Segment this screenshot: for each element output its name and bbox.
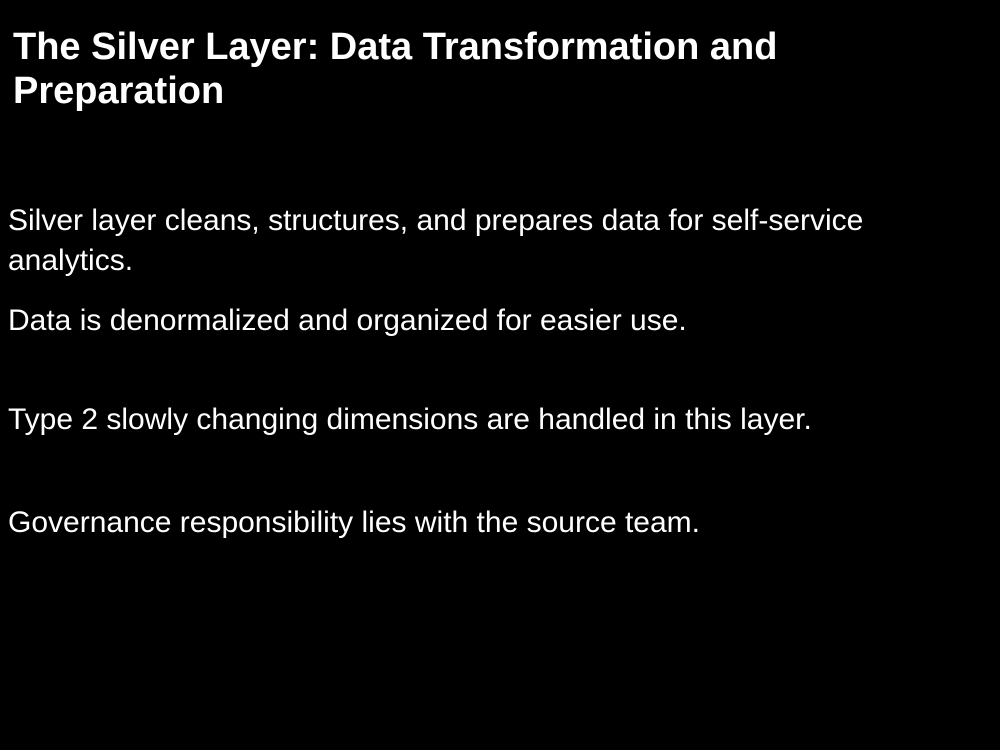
slide-title: The Silver Layer: Data Transformation and Preparation: [13, 26, 778, 112]
slide-paragraph-1: Silver layer cleans, structures, and prepares data for self-service analytics.: [8, 204, 864, 277]
slide-paragraph-4: Governance responsibility lies with the source team.: [8, 506, 700, 539]
slide-body: [8, 0, 968, 750]
slide-paragraph-2: Data is denormalized and organized for easier use.: [8, 304, 687, 337]
slide-paragraph-3: Type 2 slowly changing dimensions are handled in this layer.: [8, 403, 812, 436]
